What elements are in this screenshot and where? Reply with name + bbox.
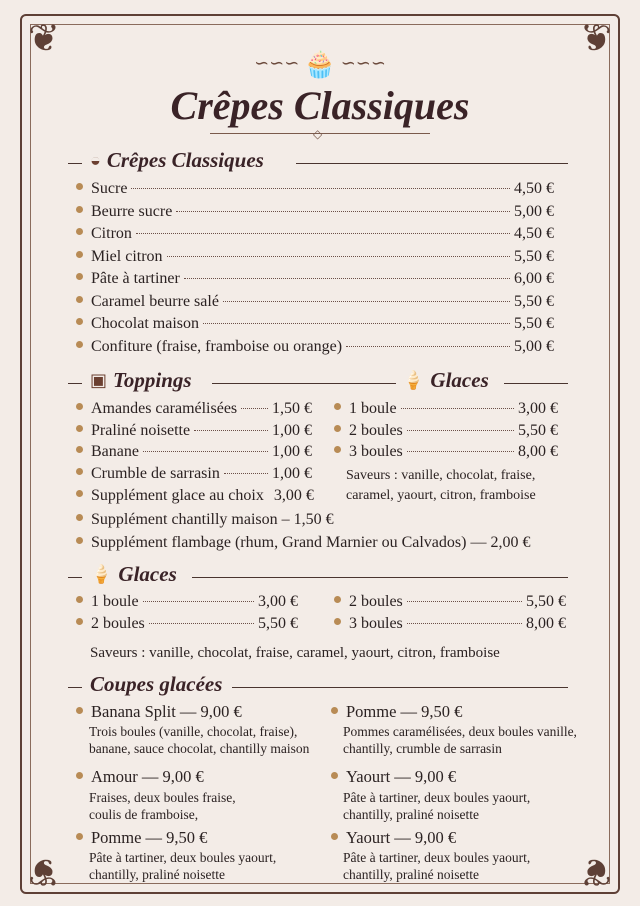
dot-leader [176,211,510,212]
menu-item [76,225,554,243]
dot-leader [407,601,522,602]
bullet-icon [76,318,83,325]
item-name: 1 boule [91,593,139,610]
menu-item [76,248,554,266]
coupe-description: Pâte à tartiner, deux boules yaourt, [343,790,531,805]
coupe-description: Fraises, deux boules fraise, [89,790,236,805]
item-name: Confiture (fraise, framboise ou orange) [91,338,343,355]
dot-leader [143,451,268,452]
bullet-icon [76,618,83,625]
item-name: 2 boules [349,422,403,439]
item-price: 3,00 € [273,487,314,504]
bullet-icon [334,618,341,625]
item-price: 1,00 € [272,443,312,460]
bullet-icon [331,833,338,840]
divider [68,163,82,164]
divider [192,577,568,578]
item-price: 3,00 € [258,593,298,610]
item-name: 2 boules [91,615,145,632]
bullet-icon [76,296,83,303]
item-price: 6,00 € [514,270,554,287]
item-price: 4,50 € [514,225,554,242]
section-heading-glaces-side [402,368,489,393]
section-heading-toppings [90,368,192,393]
bullet-icon [331,772,338,779]
menu-item [76,511,334,529]
coupe-item [76,828,207,848]
bullet-icon [76,446,83,453]
menu-item [76,615,298,633]
coupe-description: chantilly, crumble de sarrasin [343,741,502,756]
coupe-description: Trois boules (vanille, chocolat, fraise), [89,724,298,739]
dot-leader [131,188,510,189]
crepe-stack-icon: ◒ [90,150,101,170]
bullet-icon [76,707,83,714]
divider [68,383,82,384]
item-price: 3,00 € [518,400,558,417]
item-name: Praliné noisette [91,422,191,439]
item-price: 5,50 € [526,593,566,610]
item-name: 1 boule [349,400,397,417]
coupe-item [331,828,456,848]
divider [68,577,82,578]
bullet-icon [76,537,83,544]
coupe-title: Pomme — 9,50 € [91,828,208,847]
flourish-icon: ❦ [28,850,60,892]
bullet-icon [76,490,83,497]
divider [212,383,396,384]
item-name: Pâte à tartiner [91,270,180,287]
coupe-description: Pommes caramélisées, deux boules vanille, [343,724,577,739]
menu-item [76,443,312,461]
menu-item [334,593,566,611]
dot-leader [401,408,514,409]
item-name: Sucre [91,180,128,197]
bullet-icon [76,596,83,603]
item-price: 5,00 € [514,338,554,355]
section-heading-glaces [90,562,177,587]
bullet-icon [334,425,341,432]
menu-item [76,338,554,356]
item-price: 5,00 € [514,203,554,220]
dot-leader [223,301,510,302]
flavors-text: Saveurs : vanille, chocolat, fraise, caramel, yaourt, citron, framboise [90,645,500,661]
bullet-icon [76,403,83,410]
menu-item [76,270,554,288]
item-name: Amandes caramélisées [91,400,238,417]
diamond-icon: ◇ [313,127,323,141]
bullet-icon [76,273,83,280]
bullet-icon [76,251,83,258]
item-name: Crumble de sarrasin [91,465,220,482]
bullet-icon [76,228,83,235]
menu-item [76,315,554,333]
menu-item [76,593,298,611]
item-price: 8,00 € [526,615,566,632]
dot-leader [194,430,268,431]
coupe-description: Pâte à tartiner, deux boules yaourt, [343,850,531,865]
item-name: 3 boules [349,615,403,632]
coupe-title: Amour — 9,00 € [91,767,204,786]
coupe-description: chantilly, praliné noisette [343,867,479,882]
flourish-icon: ❦ [580,850,612,892]
section-title: Coupes glacées [90,672,223,696]
coupe-title: Banana Split — 9,00 € [91,702,242,721]
cupcake-icon: 🧁 [303,50,337,79]
coupe-item [76,702,242,722]
divider [504,383,568,384]
item-name: Beurre sucre [91,203,173,220]
flavors-text: Saveurs : vanille, chocolat, fraise, [346,468,536,483]
section-title: Crêpes Classiques [106,148,264,172]
dot-leader [224,473,268,474]
item-price: 1,00 € [272,422,312,439]
bullet-icon [331,707,338,714]
bullet-icon [76,772,83,779]
dot-leader [407,623,522,624]
item-name: Miel citron [91,248,163,265]
item-name: Caramel beurre salé [91,293,219,310]
menu-item [76,203,554,221]
section-heading-crepes [90,148,264,173]
menu-item [334,422,558,440]
coupe-item [331,702,462,722]
item-price: 5,50 € [514,293,554,310]
menu-item [76,534,530,552]
dot-leader [346,346,510,347]
flavors-text: caramel, yaourt, citron, framboise [346,488,536,503]
item-name: Banane [91,443,139,460]
bullet-icon [76,514,83,521]
coupe-item [331,767,456,787]
item-price: 1,00 € [272,465,312,482]
item-name: Supplément glace au choix [91,487,264,504]
coupe-description: chantilly, praliné noisette [343,807,479,822]
dot-leader [167,256,510,257]
bullet-icon [334,446,341,453]
section-title: Toppings [113,368,192,392]
item-name: 3 boules [349,443,403,460]
flourish-icon: ❦ [28,18,60,60]
dot-leader [241,408,268,409]
section-title: Glaces [118,562,177,586]
menu-item [76,487,320,505]
item-name: 2 boules [349,593,403,610]
item-price: 5,50 € [514,315,554,332]
gift-box-icon: ▣ [90,370,108,390]
item-price: 1,50 € [272,400,312,417]
item-price: 8,00 € [518,443,558,460]
coupe-description: coulis de framboise, [89,807,199,822]
coupe-description: banane, sauce chocolat, chantilly maison [89,741,310,756]
menu-item [76,422,312,440]
top-ornament [0,50,640,80]
menu-item [334,400,558,418]
coupe-title: Yaourt — 9,00 € [346,828,457,847]
menu-item [334,443,558,461]
section-heading-coupes [90,672,222,697]
bullet-icon [76,206,83,213]
page-title: Crêpes Classiques [170,83,470,128]
item-price: 5,50 € [514,248,554,265]
dot-leader [407,451,514,452]
dot-leader [407,430,514,431]
dot-leader [203,323,510,324]
dot-leader [136,233,510,234]
item-name: Supplément chantilly maison – 1,50 € [91,511,334,528]
scroll-ornament-icon: ∽∽∽ [254,53,304,74]
bullet-icon [76,341,83,348]
ice-cream-cone-icon: 🍦 [90,564,113,584]
divider [68,687,82,688]
dot-leader [149,623,254,624]
menu-item [76,465,312,483]
item-price: 4,50 € [514,180,554,197]
menu-item [76,400,312,418]
divider [296,163,568,164]
item-price: 5,50 € [518,422,558,439]
bullet-icon [334,403,341,410]
coupe-description: chantilly, praliné noisette [89,867,225,882]
item-name: Citron [91,225,132,242]
divider [232,687,568,688]
item-name: Chocolat maison [91,315,199,332]
item-price: 5,50 € [258,615,298,632]
dot-leader [184,278,510,279]
ice-cream-cone-icon: 🍦 [402,370,425,390]
coupe-description: Pâte à tartiner, deux boules yaourt, [89,850,277,865]
scroll-ornament-icon: ∽∽∽ [340,53,386,74]
bullet-icon [76,468,83,475]
menu-item [76,180,554,198]
item-name: Supplément flambage (rhum, Grand Marnier ou Calvados) — 2,00 € [91,534,531,551]
coupe-title: Pomme — 9,50 € [346,702,463,721]
bullet-icon [76,833,83,840]
section-title: Glaces [430,368,489,392]
coupe-item [76,767,204,787]
bullet-icon [334,596,341,603]
bullet-icon [76,425,83,432]
menu-item [334,615,566,633]
menu-item [76,293,554,311]
bullet-icon [76,183,83,190]
dot-leader [143,601,254,602]
coupe-title: Yaourt — 9,00 € [346,767,457,786]
flourish-icon: ❦ [580,18,612,60]
